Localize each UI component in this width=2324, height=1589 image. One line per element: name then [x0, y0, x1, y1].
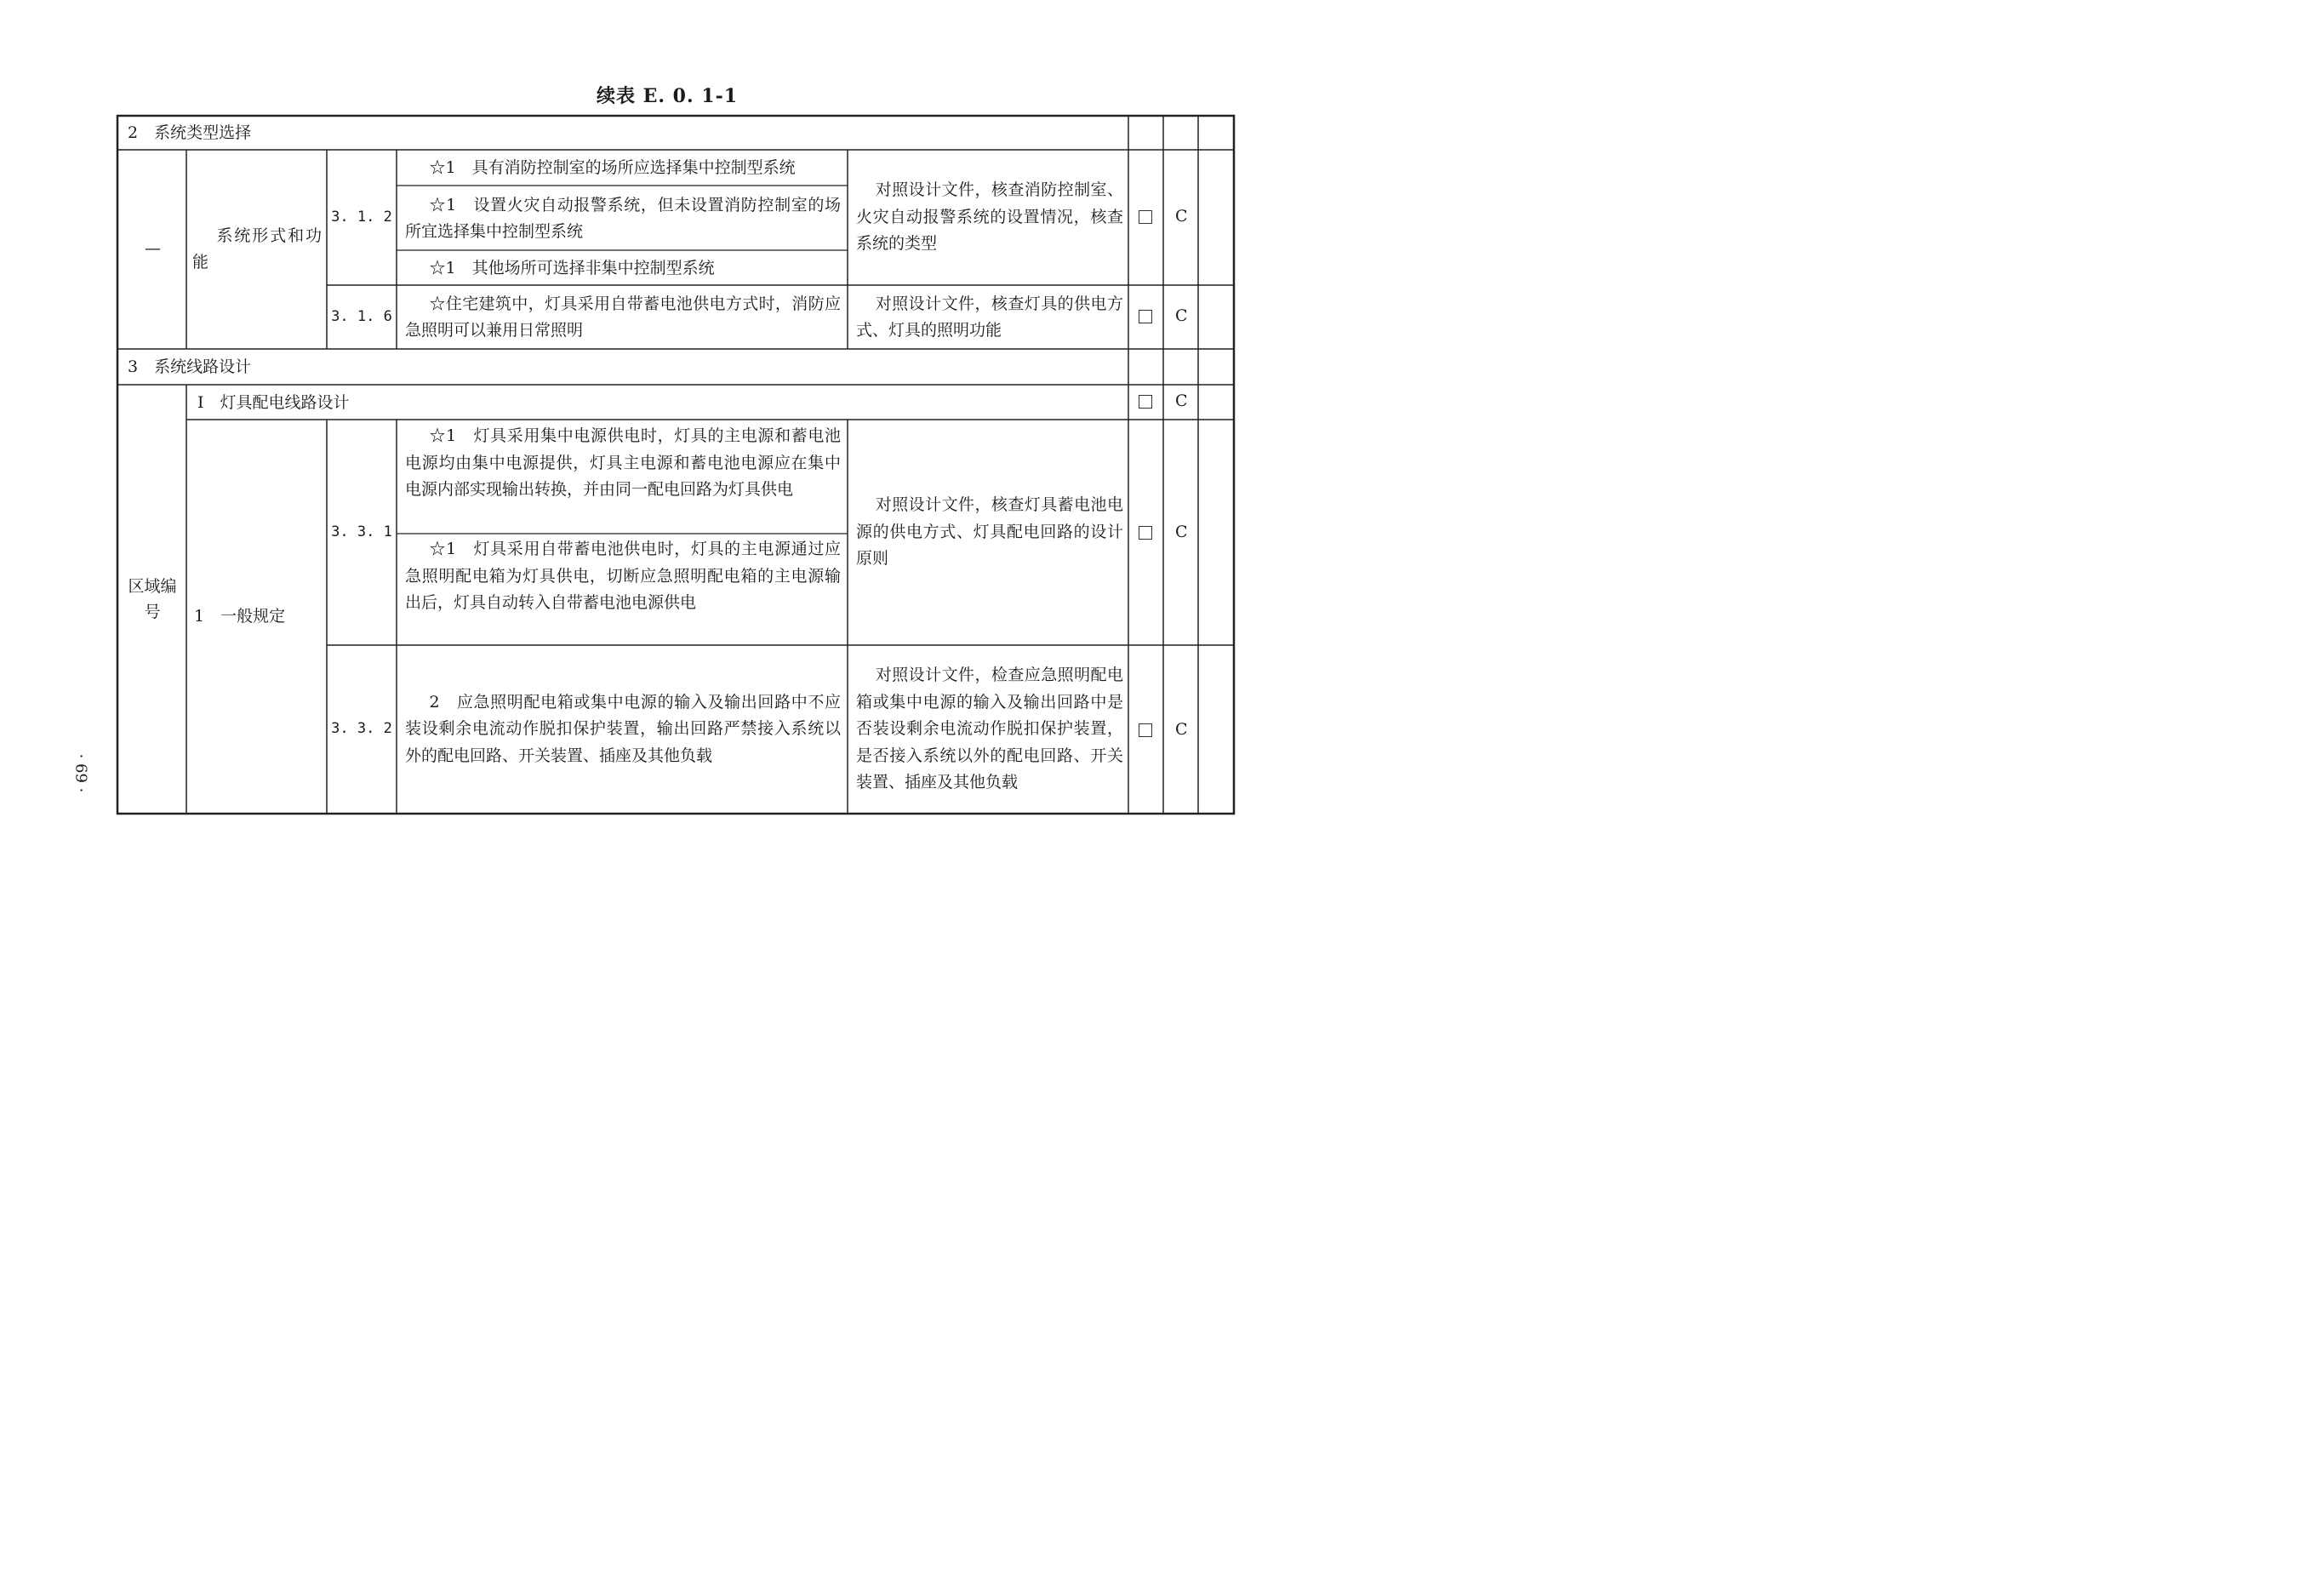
- section3-item: 1 一般规定: [194, 606, 286, 626]
- grade-3-1-6: C: [1175, 306, 1188, 325]
- clause-3-1-2: 3. 1. 2: [331, 208, 392, 226]
- requirement-3-1-6: [405, 287, 841, 348]
- grade-subheader: C: [1175, 392, 1188, 410]
- method-3-3-1: [856, 420, 1123, 645]
- section2-header: 2 系统类型选择: [128, 123, 252, 143]
- requirement-text: ☆1 其他场所可选择非集中控制型系统: [429, 258, 715, 277]
- requirement-text: ☆1 灯具采用集中电源供电时，灯具的主电源和蓄电池电源均由集中电源提供，灯具主电源和蓄电池电源应在集中电源内部实现输出转换，并由同一配电回路为灯具供电: [405, 426, 841, 499]
- section3-subheader: Ⅰ 灯具配电线路设计: [197, 392, 350, 412]
- requirement-3-1-2-c: [405, 252, 841, 285]
- checkbox-3-1-2[interactable]: [1139, 210, 1152, 224]
- method-text: 对照设计文件，检查应急照明配电箱或集中电源的输入及输出回路中是否装设剩余电流动作脱扣保护装置，是否接入系统以外的配电回路、开关装置、插座及其他负载: [856, 666, 1123, 792]
- requirement-text: ☆1 设置火灾自动报警系统，但未设置消防控制室的场所宜选择集中控制型系统: [405, 195, 841, 241]
- section2-item: [192, 150, 322, 349]
- clause-3-3-2: 3. 3. 2: [331, 720, 392, 738]
- checkbox-3-1-6[interactable]: [1139, 310, 1152, 323]
- checkbox-3-3-2[interactable]: [1139, 723, 1152, 737]
- clause-3-3-1: 3. 3. 1: [331, 523, 392, 540]
- method-3-3-2: [856, 647, 1123, 812]
- requirement-3-3-2: [405, 647, 841, 812]
- requirement-3-1-2-b: [405, 187, 841, 250]
- method-text: 对照设计文件，核查灯具的供电方式、灯具的照明功能: [856, 294, 1123, 340]
- method-3-1-6: [856, 287, 1123, 348]
- requirement-text: ☆住宅建筑中，灯具采用自带蓄电池供电方式时，消防应急照明可以兼用日常照明: [405, 294, 841, 340]
- clause-3-1-6: 3. 1. 6: [331, 307, 392, 325]
- checkbox-3-3-1[interactable]: [1139, 526, 1152, 540]
- section2-area: —: [145, 239, 161, 259]
- method-text: 对照设计文件，核查消防控制室、火灾自动报警系统的设置情况，核查系统的类型: [856, 180, 1123, 254]
- grade-3-1-2: C: [1175, 207, 1188, 226]
- requirement-text: 2 应急照明配电箱或集中电源的输入及输出回路中不应装设剩余电流动作脱扣保护装置，输出回路严禁接入系统以外的配电回路、开关装置、插座及其他负载: [405, 692, 841, 765]
- requirement-text: ☆1 灯具采用自带蓄电池供电时，灯具的主电源通过应急照明配电箱为灯具供电，切断应急照明配电箱的主电源输出后，灯具自动转入自带蓄电池电源供电: [405, 540, 841, 612]
- page-number-text: · 69 ·: [71, 753, 90, 792]
- method-text: 对照设计文件，核查灯具蓄电池电源的供电方式、灯具配电回路的设计原则: [856, 495, 1123, 569]
- requirement-3-3-1-a: [405, 423, 841, 534]
- grade-3-3-1: C: [1175, 523, 1188, 541]
- section3-area: 区域编号: [128, 577, 177, 621]
- checkbox-subheader[interactable]: [1139, 395, 1152, 409]
- page-number: [68, 740, 94, 805]
- method-3-1-2: [856, 150, 1123, 285]
- table-title: 续表 E. 0. 1-1: [596, 85, 739, 107]
- grade-3-3-2: C: [1175, 720, 1188, 739]
- requirement-3-1-2-a: [405, 151, 841, 186]
- requirement-3-3-1-b: [405, 536, 841, 645]
- section2-item-label: 系统形式和功能: [192, 226, 322, 272]
- section3-header: 3 系统线路设计: [128, 357, 252, 377]
- requirement-text: ☆1 具有消防控制室的场所应选择集中控制型系统: [429, 158, 796, 178]
